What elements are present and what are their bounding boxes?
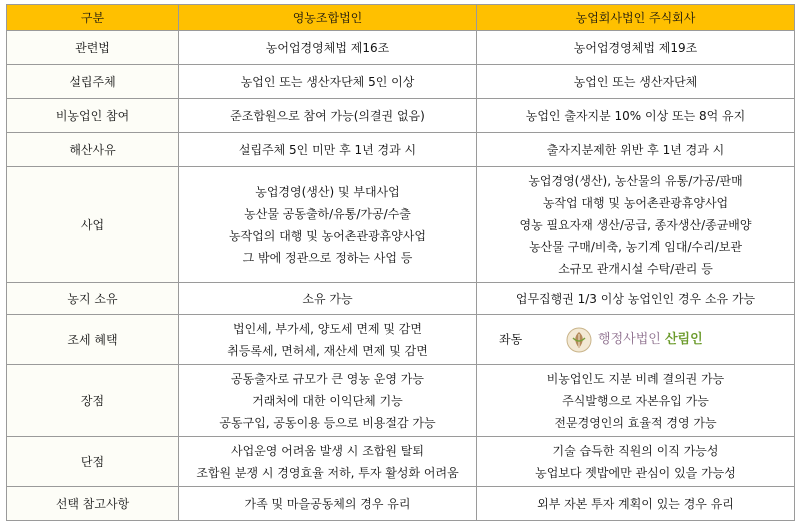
table-row xyxy=(7,365,795,437)
cell-col1: 사업운영 어려움 발생 시 조합원 탈퇴 조합원 분쟁 시 경영효율 저하, 투자 활성화 어려움 xyxy=(179,437,477,487)
row-label: 농지 소유 xyxy=(7,283,179,315)
cell-col2: 농어업경영체법 제19조 xyxy=(477,31,795,65)
row-label: 설립주체 xyxy=(7,65,179,99)
cell-col2: 업무집행권 1/3 이상 농업인인 경우 소유 가능 xyxy=(477,283,795,315)
cell-col1: 소유 가능 xyxy=(179,283,477,315)
cell-col1: 가족 및 마을공동체의 경우 유리 xyxy=(179,487,477,521)
header-row xyxy=(7,5,795,31)
cell-col1: 농업인 또는 생산자단체 5인 이상 xyxy=(179,65,477,99)
watermark-text: 행정사법인 산림인 xyxy=(598,331,703,347)
cell-col2: 기술 습득한 직원의 이직 가능성 농업보다 젯밥에만 관심이 있을 가능성 xyxy=(477,437,795,487)
row-label: 장점 xyxy=(7,365,179,437)
comparison-table xyxy=(6,4,795,521)
watermark-logo xyxy=(566,327,703,353)
table-row xyxy=(7,31,795,65)
row-label: 비농업인 참여 xyxy=(7,99,179,133)
table-row xyxy=(7,315,795,365)
table-row xyxy=(7,167,795,283)
cell-col2: 외부 자본 투자 계획이 있는 경우 유리 xyxy=(477,487,795,521)
cell-col1: 농어업경영체법 제16조 xyxy=(179,31,477,65)
row-label: 조세 혜택 xyxy=(7,315,179,365)
cell-col1: 준조합원으로 참여 가능(의결권 없음) xyxy=(179,99,477,133)
leaf-logo-icon xyxy=(566,327,592,353)
cell-col2 xyxy=(477,315,795,365)
header-col1: 영농조합법인 xyxy=(179,5,477,31)
cell-col2: 농업인 또는 생산자단체 xyxy=(477,65,795,99)
header-category: 구분 xyxy=(7,5,179,31)
cell-col1: 농업경영(생산) 및 부대사업 농산물 공동출하/유통/가공/수출 농작업의 대행 및 농어촌관광휴양사업 그 밖에 정관으로 정하는 사업 등 xyxy=(179,167,477,283)
cell-col2: 비농업인도 지분 비례 결의권 가능 주식발행으로 자본유입 가능 전문경영인의 효율적 경영 가능 xyxy=(477,365,795,437)
table-row xyxy=(7,133,795,167)
cell-col1: 법인세, 부가세, 양도세 면제 및 감면 취등록세, 면허세, 재산세 면제 및 감면 xyxy=(179,315,477,365)
header-col2: 농업회사법인 주식회사 xyxy=(477,5,795,31)
table-row xyxy=(7,283,795,315)
row-label: 해산사유 xyxy=(7,133,179,167)
cell-col2: 농업인 출자지분 10% 이상 또는 8억 유지 xyxy=(477,99,795,133)
table-row xyxy=(7,437,795,487)
table-row xyxy=(7,487,795,521)
table-row xyxy=(7,65,795,99)
table-row xyxy=(7,99,795,133)
row-label: 선택 참고사항 xyxy=(7,487,179,521)
cell-col1: 설립주체 5인 미만 후 1년 경과 시 xyxy=(179,133,477,167)
cell-col1: 공동출자로 규모가 큰 영농 운영 가능 거래처에 대한 이익단체 기능 공동구입, 공동이용 등으로 비용절감 가능 xyxy=(179,365,477,437)
row-label: 사업 xyxy=(7,167,179,283)
row-label: 단점 xyxy=(7,437,179,487)
cell-col2: 농업경영(생산), 농산물의 유통/가공/판매 농작업 대행 및 농어촌관광휴양사업 영농 필요자재 생산/공급, 종자생산/종균배양 농산물 구매/비축, 농기계 임대/수리/보관 소규모 관개시설 수탁/관리 등 xyxy=(477,167,795,283)
same-as-left: 좌동 xyxy=(499,332,523,346)
cell-col2: 출자지분제한 위반 후 1년 경과 시 xyxy=(477,133,795,167)
row-label: 관련법 xyxy=(7,31,179,65)
